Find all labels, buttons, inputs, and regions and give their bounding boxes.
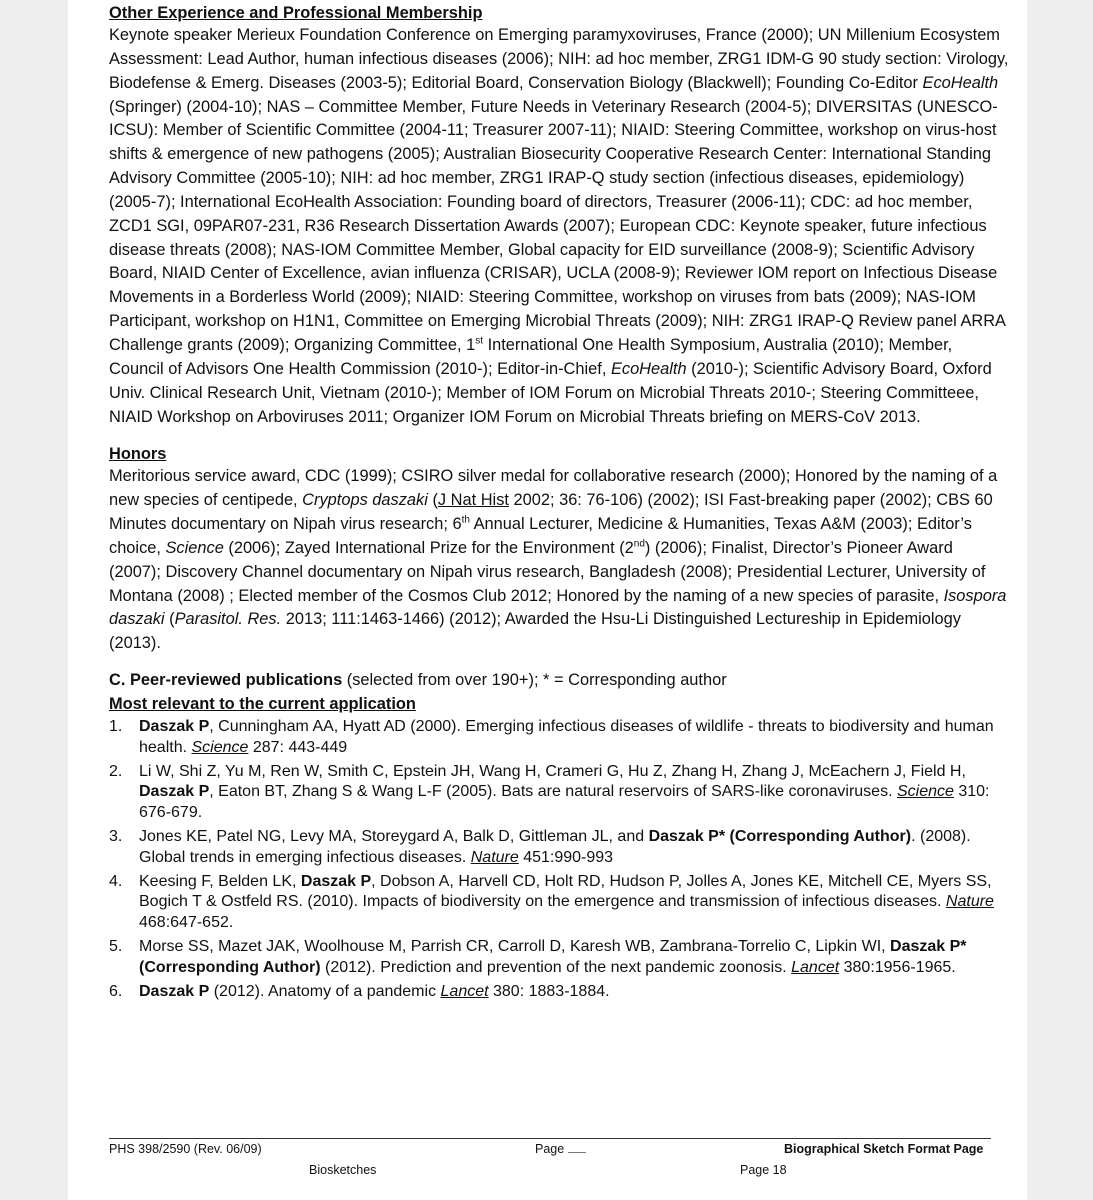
publication-number: 3. bbox=[109, 828, 123, 846]
publications-subheading: Most relevant to the current application bbox=[109, 695, 416, 714]
publication-item: 3. Jones KE, Patel NG, Levy MA, Storeygard A, Balk D, Gittleman JL, and Daszak P* (Corresponding Author). (2008). Global trends in emerging infectious diseases. Nature 451:990-993 bbox=[109, 828, 971, 866]
other-experience-text: Keynote speaker Merieux Foundation Conference on Emerging paramyxoviruses, France (2000); UN Millenium Ecosystem Assessment: Lead Author, human infectious diseases (2006); NIH: ad hoc member, ZRG1 IDM-G 90 study section: Virology, Biodefense & Emerg. Diseases (2003-5); Editorial Board, Conservation Biology (Blackwell); Founding Co-Editor EcoHealth (Springer) (2004-10); NAS – Committee Member, Future Needs in Veterinary Research (2004-5); DIVERSITAS (UNESCO-ICSU): Member of Scientific Committee (2004-11; Treasurer 2007-11); NIAID: Steering Committee, workshop on virus-host shifts & emergence of new pathogens (2005); Australian Biosecurity Cooperative Research Center: International Standing Advisory Committee (2005-10); NIH: ad hoc member, ZRG1 IRAP-Q study section (infectious diseases, epidemiology) (2005-7); International EcoHealth Association: Founding board of directors, Treasurer (2006-11); CDC: ad hoc member, ZCD1 SGI, 09PAR07-231, R36 Research Dissertation Awards (2007); European CDC: Keynote speaker, future infectious disease threats (2008); NAS-IOM Committee Member, Global capacity for EID surveillance (2008-9); Scientific Advisory Board, NIAID Center of Excellence, avian influenza (CRISAR), UCLA (2008-9); Reviewer IOM report on Infectious Disease Movements in a Borderless World (2009); NIAID: Steering Committee, workshop on viruses from bats (2009); NAS-IOM Participant, workshop on H1N1, Committee on Emerging Microbial Threats (2009); NIH: ZRG1 IRAP-Q Review panel ARRA Challenge grants (2009); Organizing Committee, 1st International One Health Symposium, Australia (2010); Member, Council of Advisors One Health Commission (2010-); Editor-in-Chief, EcoHealth (2010-); Scientific Advisory Board, Oxford Univ. Clinical Research Unit, Vietnam (2010-); Member of IOM Forum on Microbial Threats 2010-; Steering Committeee, NIAID Workshop on Arboviruses 2011; Organizer IOM Forum on Microbial Threats briefing on MERS-CoV 2013. bbox=[109, 26, 1009, 426]
author-highlight: Daszak P bbox=[139, 783, 210, 801]
author-highlight: Daszak P* (Corresponding Author) bbox=[139, 938, 967, 976]
publication-item: 2. Li W, Shi Z, Yu M, Ren W, Smith C, Epstein JH, Wang H, Crameri G, Hu Z, Zhang H, Zhang J, McEachern J, Field H, Daszak P, Eaton BT, Zhang S & Wang L-F (2005). Bats are natural reservoirs of SARS-like coronaviruses. Science 310: 676-679. bbox=[109, 762, 990, 821]
publication-number: 6. bbox=[109, 982, 123, 1000]
journal-name: Nature bbox=[470, 848, 519, 866]
journal-ecohealth: EcoHealth bbox=[922, 73, 999, 92]
footer-page-number: Page 18 bbox=[740, 1163, 787, 1177]
journal-ecohealth: EcoHealth bbox=[610, 359, 687, 378]
journal-name: Lancet bbox=[440, 982, 489, 1000]
publication-number: 5. bbox=[109, 938, 123, 956]
footer-form-number: PHS 398/2590 (Rev. 06/09) bbox=[109, 1142, 262, 1156]
publications-list bbox=[109, 717, 1009, 1002]
journal-name: Science bbox=[896, 783, 954, 801]
right-margin-strip bbox=[1027, 0, 1093, 1200]
footer-divider bbox=[109, 1138, 991, 1139]
author-highlight: Daszak P* (Corresponding Author) bbox=[648, 828, 912, 846]
section-heading-honors: Honors bbox=[109, 445, 167, 464]
publication-number: 1. bbox=[109, 718, 123, 736]
author-highlight: Daszak P bbox=[139, 718, 210, 736]
page-blank-line bbox=[568, 1142, 586, 1153]
publication-item: 1. Daszak P, Cunningham AA, Hyatt AD (2000). Emerging infectious diseases of wildlife - threats to biodiversity and human health. Science 287: 443-449 bbox=[109, 718, 994, 756]
footer-format-title: Biographical Sketch Format Page bbox=[784, 1142, 984, 1156]
section-c-heading: C. Peer-reviewed publications (selected from over 190+); * = Corresponding author bbox=[109, 671, 727, 690]
author-highlight: Daszak P bbox=[139, 982, 210, 1000]
left-margin-strip bbox=[0, 0, 68, 1200]
honors-text: Meritorious service award, CDC (1999); CSIRO silver medal for collaborative research (2000); Honored by the naming of a new species of centipede, Cryptops daszaki (J Nat Hist 2002; 36: 76-106) (2002); ISI Fast-breaking paper (2002); CBS 60 Minutes documentary on Nipah virus research; 6th Annual Lecturer, Medicine & Humanities, Texas A&M (2003); Editor’s choice, Science (2006); Zayed International Prize for the Environment (2nd) (2006); Finalist, Director’s Pioneer Award (2007); Discovery Channel documentary on Nipah virus research, Bangladesh (2008); Presidential Lecturer, University of Montana (2008) ; Elected member of the Cosmos Club 2012; Honored by the naming of a new species of parasite, Isospora daszaki (Parasitol. Res. 2013; 111:1463-1466) (2012); Awarded the Hsu-Li Distinguished Lectureship in Epidemiology (2013). bbox=[109, 467, 1007, 653]
footer-biosketches: Biosketches bbox=[309, 1163, 377, 1177]
publication-item: 6. Daszak P (2012). Anatomy of a pandemic Lancet 380: 1883-1884. bbox=[109, 982, 1009, 1002]
journal-name: Lancet bbox=[791, 958, 840, 976]
journal-name: Science bbox=[191, 738, 249, 756]
journal-name: Nature bbox=[945, 893, 994, 911]
page-content bbox=[109, 2, 1009, 1006]
section-heading-other-experience: Other Experience and Professional Membership bbox=[109, 4, 483, 22]
publication-item: 4. Keesing F, Belden LK, Daszak P, Dobson A, Harvell CD, Holt RD, Hudson P, Jolles A, Jones KE, Mitchell CE, Myers SS, Bogich T & Ostfeld RS. (2010). Impacts of biodiversity on the emergence and transmission of infectious diseases. Nature 468:647-652. bbox=[109, 872, 994, 931]
publication-number: 2. bbox=[109, 762, 123, 780]
footer-page-field: Page bbox=[535, 1142, 586, 1156]
author-highlight: Daszak P bbox=[300, 872, 372, 890]
document-page bbox=[68, 0, 1027, 1200]
publication-number: 4. bbox=[109, 872, 123, 890]
publication-item: 5. Morse SS, Mazet JAK, Woolhouse M, Parrish CR, Carroll D, Karesh WB, Zambrana-Torrelio C, Lipkin WI, Daszak P* (Corresponding Author) (2012). Prediction and prevention of the next pandemic zoonosis. Lancet 380:1956-1965. bbox=[109, 938, 967, 976]
